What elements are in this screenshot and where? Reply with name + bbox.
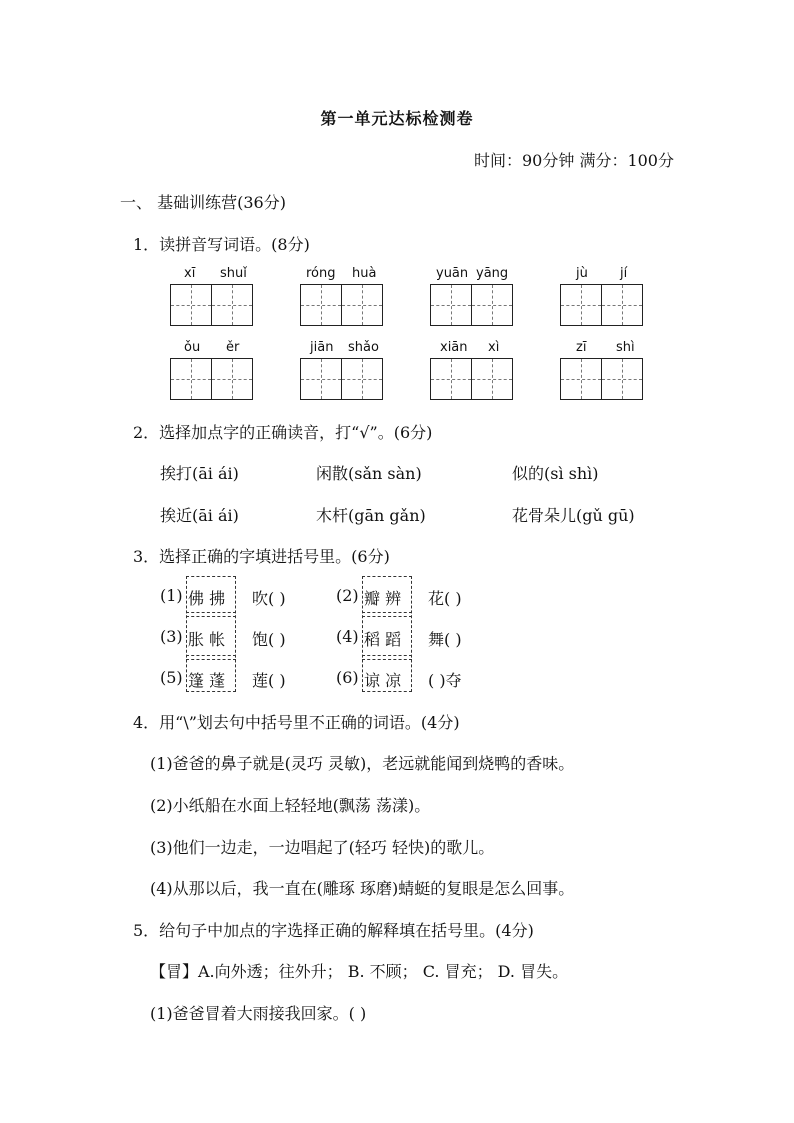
divider — [362, 659, 412, 660]
pinyin: xī — [184, 266, 196, 281]
q2-item: 挨打(āi ái) — [160, 464, 239, 483]
pinyin: shì — [616, 340, 635, 355]
writing-grid[interactable] — [300, 358, 383, 400]
q2-item: 似的(sì shì) — [512, 464, 599, 483]
q2-item: 花骨朵儿(gǔ gū) — [512, 506, 635, 525]
q3-num: (5) — [160, 668, 183, 687]
pinyin: xì — [488, 340, 500, 355]
pinyin: yāng — [476, 266, 509, 281]
pinyin: ǒu — [184, 340, 201, 355]
q3-num: (4) — [336, 627, 359, 646]
q4-heading: 4．用“\”划去句中括号里不正确的词语。(4分) — [133, 713, 460, 732]
q3-num: (2) — [336, 586, 359, 605]
writing-grid[interactable] — [430, 284, 513, 326]
q3-rest: 莲( ) — [252, 671, 286, 690]
writing-grid[interactable] — [300, 284, 383, 326]
q3-chars: 谅 凉 — [364, 671, 402, 690]
q3-chars: 佛 拂 — [188, 589, 226, 608]
q3-heading: 3．选择正确的字填进括号里。(6分) — [133, 547, 390, 566]
pinyin: shuǐ — [220, 266, 247, 281]
q3-chars: 稻 蹈 — [364, 630, 402, 649]
q3-num: (1) — [160, 586, 183, 605]
divider — [186, 655, 236, 656]
writing-grid[interactable] — [560, 358, 643, 400]
pinyin: huà — [352, 266, 377, 281]
writing-grid[interactable] — [170, 284, 253, 326]
q4-item: (2)小纸船在水面上轻轻地(飘荡 荡漾)。 — [150, 796, 431, 815]
q3-rest: 花( ) — [428, 589, 462, 608]
q3-rest: 吹( ) — [252, 589, 286, 608]
q3-rest: ( )夺 — [428, 671, 462, 690]
q3-rest: 饱( ) — [252, 630, 286, 649]
q3-chars: 篷 蓬 — [188, 671, 226, 690]
q5-item: (1)爸爸冒着大雨接我回家。( ) — [150, 1004, 367, 1023]
page-title: 第一单元达标检测卷 — [320, 109, 474, 128]
q4-item: (3)他们一边走，一边唱起了(轻巧 轻快)的歌儿。 — [150, 838, 495, 857]
pinyin: jí — [620, 266, 628, 281]
q3-chars: 胀 帐 — [188, 630, 226, 649]
pinyin: yuān — [436, 266, 469, 281]
q5-heading: 5．给句子中加点的字选择正确的解释填在括号里。(4分) — [133, 921, 534, 940]
q2-item: 闲散(sǎn sàn) — [316, 464, 422, 483]
writing-grid[interactable] — [560, 284, 643, 326]
divider — [186, 659, 236, 660]
q3-rest: 舞( ) — [428, 630, 462, 649]
pinyin: róng — [306, 266, 336, 281]
q4-item: (1)爸爸的鼻子就是(灵巧 灵敏)，老远就能闻到烧鸭的香味。 — [150, 754, 575, 773]
pinyin: xiān — [440, 340, 468, 355]
pinyin: ěr — [226, 340, 240, 355]
pinyin: shǎo — [348, 340, 379, 355]
divider — [362, 616, 412, 617]
q2-item: 木杆(gān gǎn) — [316, 506, 426, 525]
pinyin: jù — [576, 266, 588, 281]
writing-grid[interactable] — [430, 358, 513, 400]
writing-grid[interactable] — [170, 358, 253, 400]
q1-heading: 1．读拼音写词语。(8分) — [133, 235, 310, 254]
divider — [362, 612, 412, 613]
divider — [186, 612, 236, 613]
q3-num: (3) — [160, 627, 183, 646]
divider — [186, 616, 236, 617]
section-heading: 一、 基础训练营(36分) — [120, 193, 286, 212]
q2-heading: 2．选择加点字的正确读音，打“√”。(6分) — [133, 423, 433, 442]
q4-item: (4)从那以后，我一直在(雕琢 琢磨)蜻蜓的复眼是怎么回事。 — [150, 879, 575, 898]
q3-num: (6) — [336, 668, 359, 687]
q5-definition: 【冒】A.向外透；往外升； B. 不顾； C. 冒充； D. 冒失。 — [150, 962, 569, 981]
exam-meta: 时间：90分钟 满分：100分 — [474, 151, 674, 170]
q2-item: 挨近(āi ái) — [160, 506, 239, 525]
q3-chars: 瓣 辨 — [364, 589, 402, 608]
pinyin: jiān — [310, 340, 334, 355]
pinyin: zī — [576, 340, 587, 355]
divider — [362, 655, 412, 656]
